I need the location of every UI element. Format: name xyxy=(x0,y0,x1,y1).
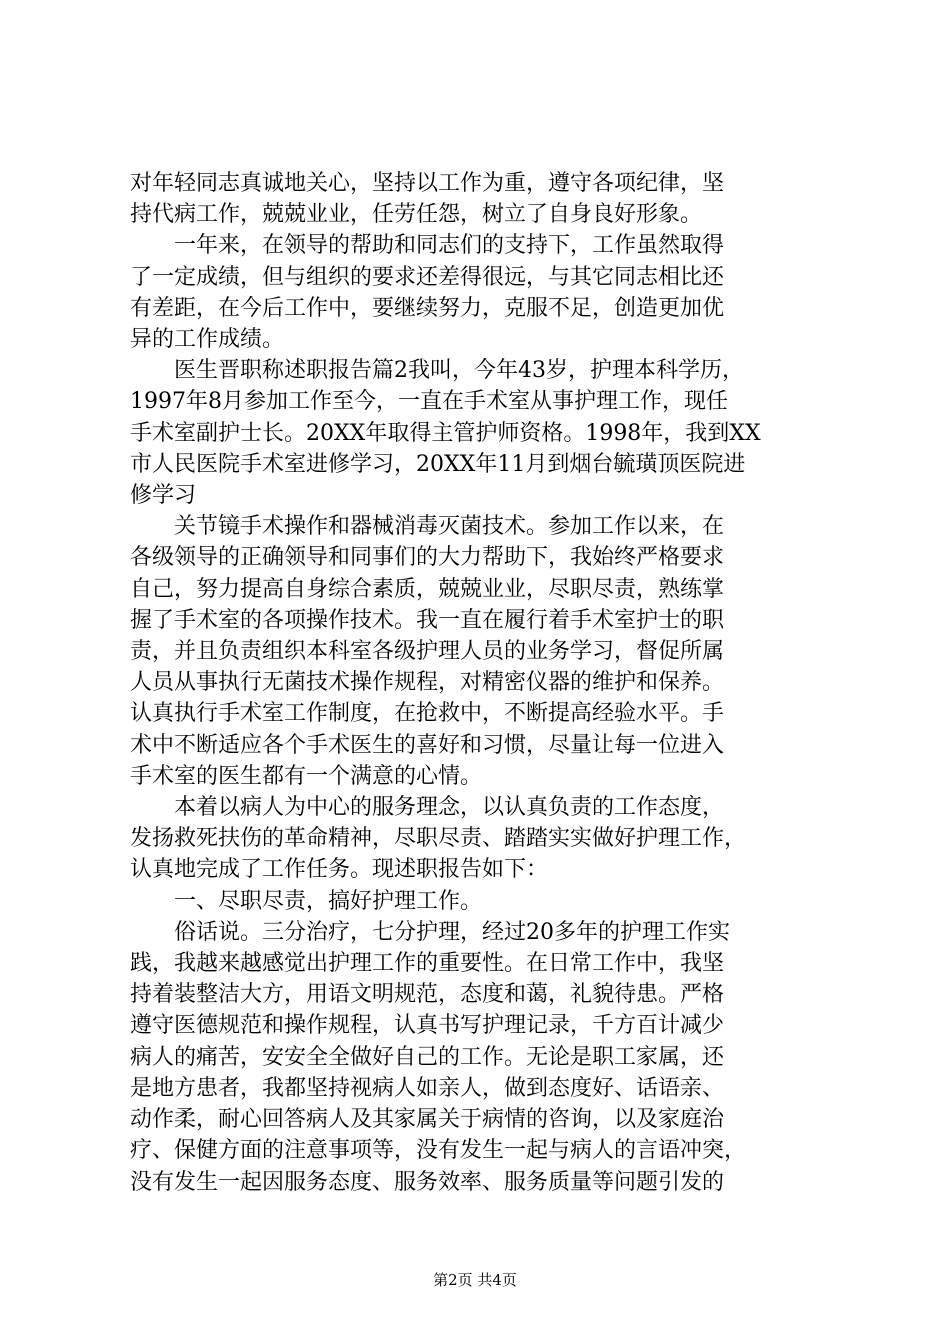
text-line: 市人民医院手术室进修学习，20XX年11月到烟台毓璜顶医院进 xyxy=(130,451,746,477)
text-line: 动作柔，耐心回答病人及其家属关于病情的咨询，以及家庭治 xyxy=(130,1107,725,1133)
text-line: 手术室副护士长。20XX年取得主管护师资格。1998年，我到XX xyxy=(130,420,761,446)
text-line: 一、尽职尽责，搞好护理工作。 xyxy=(130,888,483,914)
text-line: 践，我越来越感觉出护理工作的重要性。在日常工作中，我坚 xyxy=(130,951,725,977)
text-line: 修学习 xyxy=(130,483,197,509)
text-line: 没有发生一起因服务态度、服务效率、服务质量等问题引发的 xyxy=(130,1169,725,1195)
text-line: 病人的痛苦，安安全全做好自己的工作。无论是职工家属，还 xyxy=(130,1044,725,1070)
text-line: 关节镜手术操作和器械消毒灭菌技术。参加工作以来，在 xyxy=(130,514,725,540)
text-line: 有差距，在今后工作中，要继续努力，克服不足，创造更加优 xyxy=(130,295,725,321)
text-line: 俗话说。三分治疗，七分护理，经过20多年的护理工作实 xyxy=(130,919,730,945)
text-line: 异的工作成绩。 xyxy=(130,327,285,353)
text-line: 握了手术室的各项操作技术。我一直在履行着手术室护士的职 xyxy=(130,607,725,633)
text-line: 对年轻同志真诚地关心，坚持以工作为重，遵守各项纪律，坚 xyxy=(130,171,725,196)
text-line: 自己，努力提高自身综合素质，兢兢业业，尽职尽责，熟练掌 xyxy=(130,576,725,602)
text-line: 遵守医德规范和操作规程，认真书写护理记录，千方百计减少 xyxy=(130,1013,725,1039)
text-line: 责，并且负责组织本科室各级护理人员的业务学习，督促所属 xyxy=(130,639,725,665)
page-footer: 第2页 共4页 xyxy=(433,1271,517,1289)
text-line: 各级领导的正确领导和同事们的大力帮助下，我始终严格要求 xyxy=(130,545,725,571)
text-line: 持代病工作，兢兢业业，任劳任怨，树立了自身良好形象。 xyxy=(130,202,703,228)
text-line: 一年来，在领导的帮助和同志们的支持下，工作虽然取得 xyxy=(130,233,725,259)
text-line: 疗、保健方面的注意事项等，没有发生一起与病人的言语冲突， xyxy=(130,1138,747,1164)
text-line: 了一定成绩，但与组织的要求还差得很远，与其它同志相比还 xyxy=(130,264,725,290)
document-body xyxy=(130,168,845,1198)
text-line: 持着装整洁大方，用语文明规范，态度和蔼，礼貌待患。严格 xyxy=(130,982,725,1008)
text-line: 1997年8月参加工作至今，一直在手术室从事护理工作，现任 xyxy=(130,389,728,415)
text-line: 本着以病人为中心的服务理念，以认真负责的工作态度， xyxy=(130,795,725,821)
text-line: 术中不断适应各个手术医生的喜好和习惯，尽量让每一位进入 xyxy=(130,732,725,758)
text-line: 是地方患者，我都坚持视病人如亲人，做到态度好、话语亲、 xyxy=(130,1075,725,1101)
text-line: 发扬救死扶伤的革命精神，尽职尽责、踏踏实实做好护理工作， xyxy=(130,826,747,852)
text-line: 手术室的医生都有一个满意的心情。 xyxy=(130,763,483,789)
text-line: 人员从事执行无菌技术操作规程，对精密仪器的维护和保养。 xyxy=(130,670,725,696)
text-line: 医生晋职称述职报告篇2我叫，今年43岁，护理本科学历， xyxy=(130,358,744,384)
text-line: 认真地完成了工作任务。现述职报告如下： xyxy=(130,857,549,883)
text-line: 认真执行手术室工作制度，在抢救中，不断提高经验水平。手 xyxy=(130,701,725,727)
